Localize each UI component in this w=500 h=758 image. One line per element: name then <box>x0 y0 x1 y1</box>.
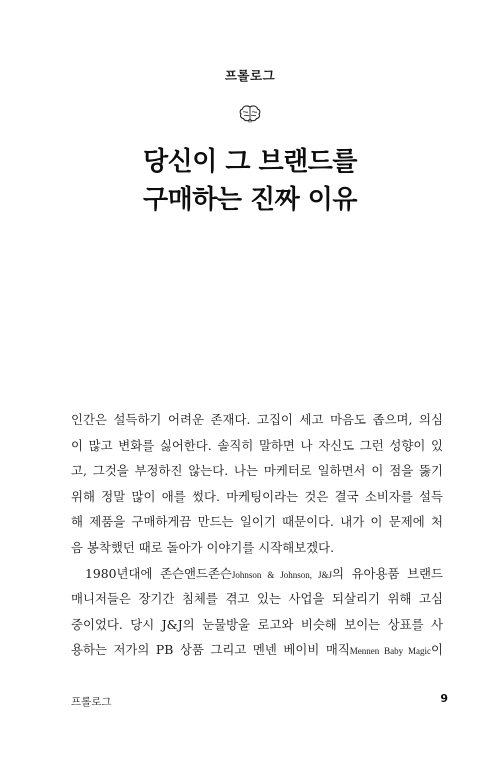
chapter-title-line-2: 구매하는 진짜 이유 <box>142 185 358 215</box>
running-footer: 프롤로그 <box>71 696 112 708</box>
body-line: 매니저들은 장기간 침체를 겪고 있는 사업을 되살리기 위해 고심 <box>71 591 443 607</box>
body-line: 음 봉착했던 때로 돌아가 이야기를 시작해보겠다. <box>71 539 335 555</box>
body-line: 위해 정말 많이 애를 썼다. 마케팅이라는 것은 결국 소비자를 설득 <box>71 488 443 504</box>
body-text-segment: 이 <box>431 642 443 658</box>
chapter-title-line-1: 당신이 그 브랜드를 <box>142 147 358 177</box>
body-line <box>71 637 443 663</box>
body-text-segment: 용하는 저가의 PB 상품 그리고 멘넨 베이비 매직 <box>71 642 350 658</box>
body-text <box>71 407 443 663</box>
latin-annotation: Johnson & Johnson, J&J <box>231 569 332 580</box>
body-text-segment: 1980년대에 존슨앤드존슨 <box>85 565 232 581</box>
page-number: 9 <box>440 692 448 705</box>
body-line <box>71 561 443 587</box>
body-line: 인간은 설득하기 어려운 존재다. 고집이 세고 마음도 좁으며, 의심 <box>71 412 443 427</box>
body-line: 고, 그것을 부정하진 않는다. 나는 마케터로 일하면서 이 점을 뚫기 <box>71 463 443 479</box>
chapter-title <box>0 143 500 219</box>
body-text-segment: 의 유아용품 브랜드 <box>331 565 443 581</box>
body-line: 해 제품을 구매하게끔 만드는 일이기 때문이다. 내가 이 문제에 처 <box>71 514 443 530</box>
section-label: 프롤로그 <box>224 68 276 83</box>
latin-annotation: Mennen Baby Magic <box>349 646 432 657</box>
body-line: 중이었다. 당시 J&J의 눈물방울 로고와 비슷해 보이는 상표를 사 <box>71 616 443 632</box>
brain-icon <box>238 104 262 124</box>
body-line: 이 많고 변화를 싫어한다. 솔직히 말하면 나 자신도 그런 성향이 있 <box>71 437 443 453</box>
